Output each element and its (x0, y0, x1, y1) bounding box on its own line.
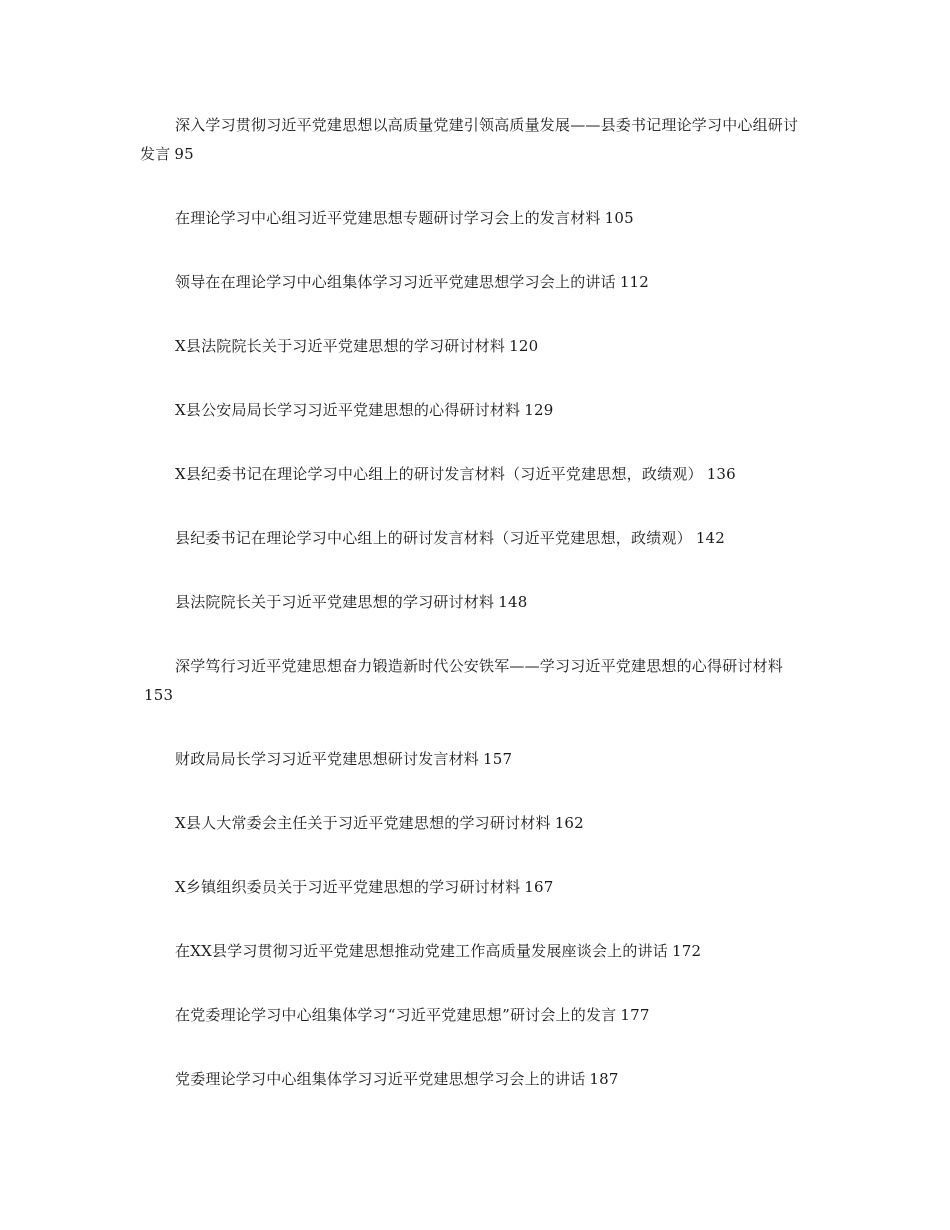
toc-entry-title: X县法院院长关于习近平党建思想的学习研讨材料 (175, 337, 506, 355)
toc-entry-title: 深学笃行习近平党建思想奋力锻造新时代公安铁军——学习习近平党建思想的心得研讨材料 (175, 657, 784, 675)
toc-entry-title: X县公安局局长学习习近平党建思想的心得研讨材料 (175, 401, 521, 419)
toc-entry-title: 在党委理论学习中心组集体学习“习近平党建思想”研讨会上的发言 (175, 1006, 617, 1024)
toc-entry-title: X县纪委书记在理论学习中心组上的研讨发言材料（习近平党建思想，政绩观） (175, 465, 703, 483)
toc-entry-title: X县人大常委会主任关于习近平党建思想的学习研讨材料 (175, 814, 551, 832)
toc-entry-page: 157 (483, 750, 513, 768)
toc-entry (140, 745, 812, 774)
toc-entry-page: 95 (174, 145, 194, 163)
toc-entry-title: 领导在在理论学习中心组集体学习习近平党建思想学习会上的讲话 (175, 273, 616, 291)
table-of-contents (140, 111, 812, 1129)
toc-entry-title: 在理论学习中心组习近平党建思想专题研讨学习会上的发言材料 (175, 209, 601, 227)
toc-entry-title: 党委理论学习中心组集体学习习近平党建思想学习会上的讲话 (175, 1070, 586, 1088)
toc-entry-page: 142 (695, 529, 726, 547)
toc-entry-page: 148 (498, 593, 528, 611)
toc-entry (140, 937, 812, 966)
toc-entry-title: X乡镇组织委员关于习近平党建思想的学习研讨材料 (175, 878, 521, 896)
toc-entry (140, 460, 812, 489)
toc-entry (140, 652, 812, 710)
toc-entry-title: 县纪委书记在理论学习中心组上的研讨发言材料（习近平党建思想，政绩观） (175, 529, 692, 547)
toc-entry-title: 财政局局长学习习近平党建思想研讨发言材料 (175, 750, 480, 768)
toc-entry (140, 111, 812, 169)
toc-entry (140, 396, 812, 425)
toc-entry-page: 177 (620, 1006, 650, 1024)
toc-entry (140, 873, 812, 902)
toc-entry-page: 112 (619, 273, 650, 291)
toc-entry-page: 105 (604, 209, 634, 227)
toc-entry-page: 129 (524, 401, 554, 419)
toc-entry-page: 136 (706, 465, 736, 483)
toc-entry (140, 332, 812, 361)
toc-entry-page: 120 (509, 337, 539, 355)
toc-entry (140, 204, 812, 233)
toc-entry (140, 524, 812, 553)
toc-entry-page: 167 (524, 878, 554, 896)
toc-entry-page: 187 (589, 1070, 619, 1088)
toc-entry-title: 在XX县学习贯彻习近平党建思想推动党建工作高质量发展座谈会上的讲话 (175, 942, 668, 960)
toc-entry (140, 1001, 812, 1030)
toc-entry-page: 153 (144, 686, 174, 704)
toc-entry (140, 1065, 812, 1094)
toc-entry-page: 172 (671, 942, 702, 960)
toc-entry-page: 162 (554, 814, 584, 832)
toc-entry (140, 809, 812, 838)
toc-entry-title: 县法院院长关于习近平党建思想的学习研讨材料 (175, 593, 495, 611)
toc-entry (140, 268, 812, 297)
toc-entry-title: 深入学习贯彻习近平党建思想以高质量党建引领高质量发展——县委书记理论学习中心组研讨发言 (140, 116, 799, 163)
toc-entry (140, 588, 812, 617)
